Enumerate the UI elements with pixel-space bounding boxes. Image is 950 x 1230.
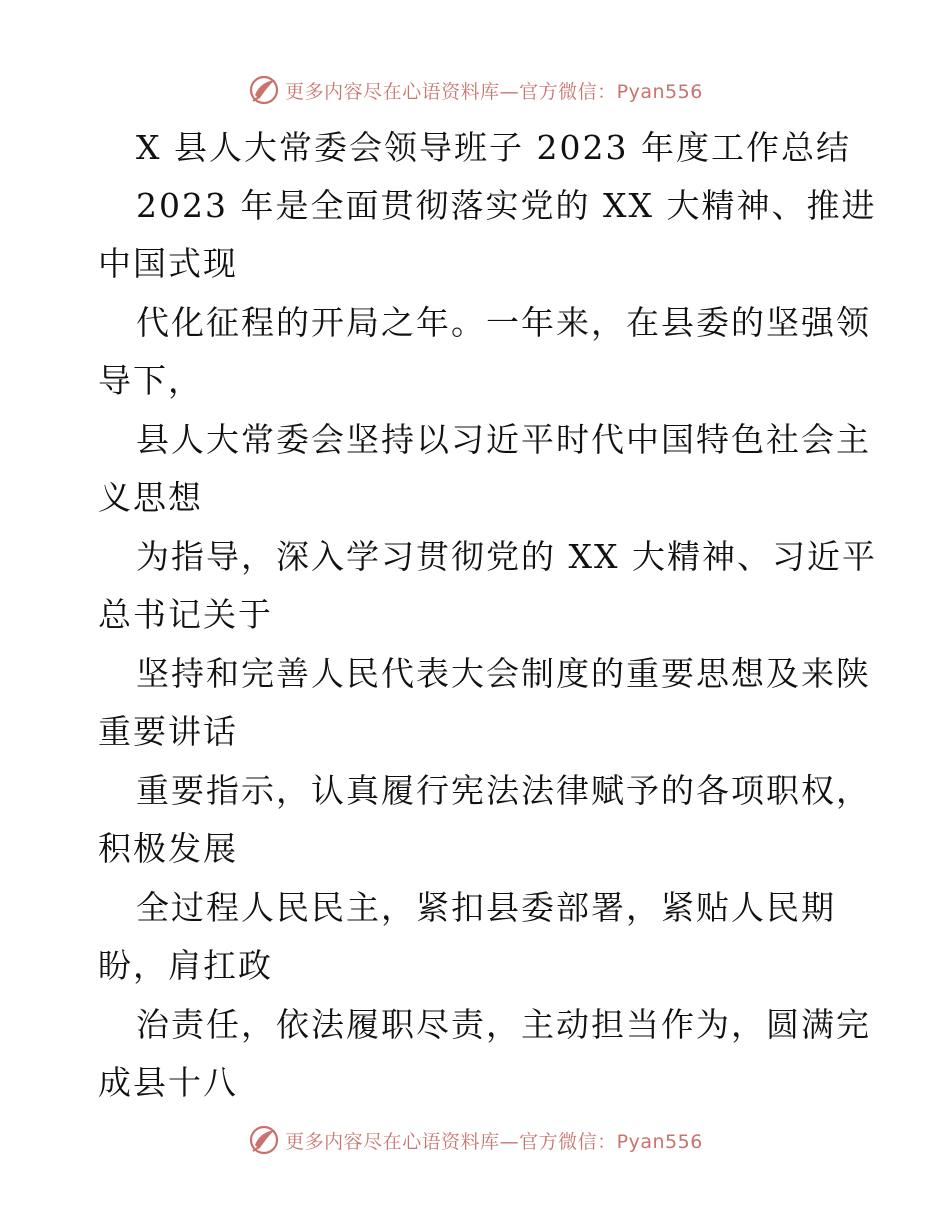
paragraph-line: 全过程人民民主，紧扣县委部署，紧贴人民期 <box>136 888 836 927</box>
paragraph-line: 中国式现 <box>98 244 238 283</box>
paragraph-line: 2023 年是全面贯彻落实党的 XX 大精神、推进 <box>136 186 877 225</box>
paragraph-line: 重要指示，认真履行宪法法律赋予的各项职权， <box>136 771 871 810</box>
paragraph-line: 代化征程的开局之年。一年来，在县委的坚强领 <box>136 303 871 342</box>
paragraph-line: 总书记关于 <box>98 595 273 634</box>
watermark-header <box>0 70 950 110</box>
paragraph-line: 重要讲话 <box>98 712 238 751</box>
watermark-footer <box>0 1120 950 1160</box>
logo-icon <box>247 73 281 107</box>
logo-icon <box>247 1123 281 1157</box>
paragraph-line: 县人大常委会坚持以习近平时代中国特色社会主 <box>136 420 871 459</box>
paragraph-line: 积极发展 <box>98 829 238 868</box>
document-title: X 县人大常委会领导班子 2023 年度工作总结 <box>136 128 851 167</box>
paragraph-line: 坚持和完善人民代表大会制度的重要思想及来陕 <box>136 654 871 693</box>
paragraph-line: 为指导，深入学习贯彻党的 XX 大精神、习近平 <box>136 537 877 576</box>
watermark-text: 更多内容尽在心语资料库—官方微信：Pyan556 <box>285 80 703 103</box>
paragraph-line: 盼，肩扛政 <box>98 946 273 985</box>
paragraph-line: 治责任，依法履职尽责，主动担当作为，圆满完 <box>136 1005 871 1044</box>
paragraph-line: 成县十八 <box>98 1063 238 1102</box>
watermark-text: 更多内容尽在心语资料库—官方微信：Pyan556 <box>285 1130 703 1153</box>
paragraph-line: 导下， <box>98 361 203 400</box>
paragraph-line: 义思想 <box>98 478 203 517</box>
